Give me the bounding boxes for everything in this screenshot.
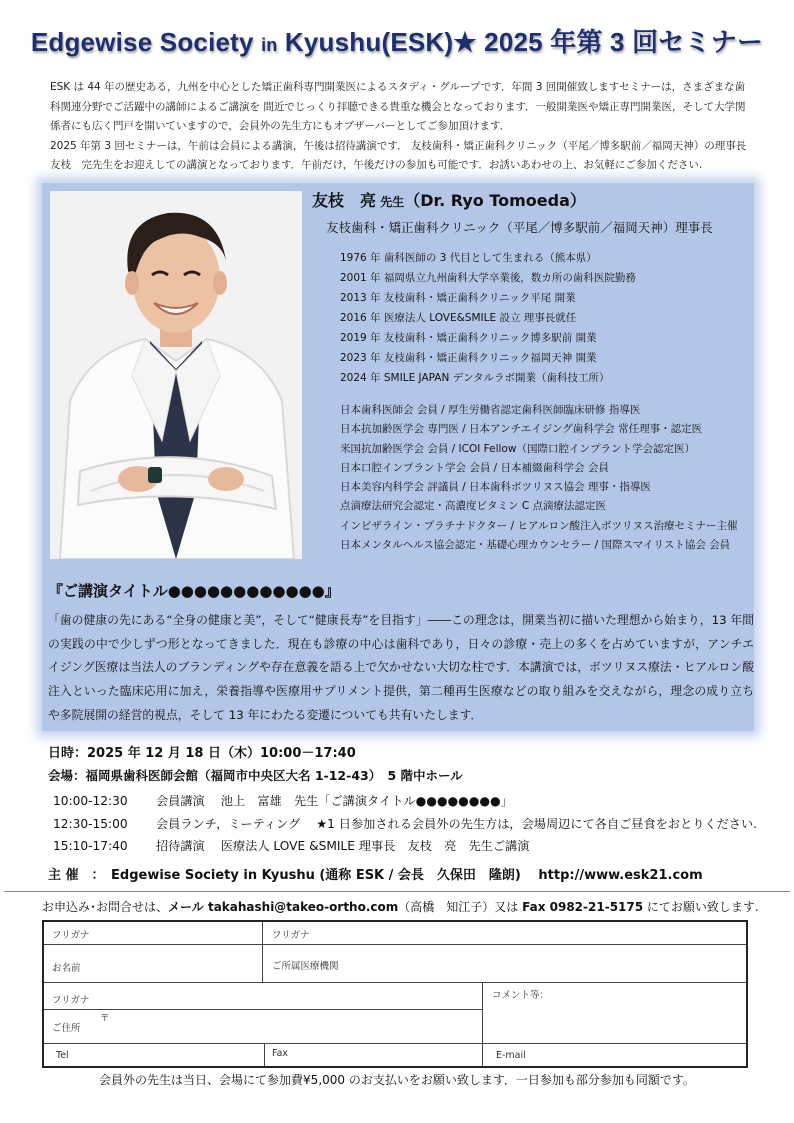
title-part-1: Edgewise Society <box>30 27 262 57</box>
contact-suffix: にてお願い致します. <box>646 900 759 914</box>
career-list <box>340 248 636 388</box>
speaker-clinic: 友枝歯科・矯正歯科クリニック（平尾／博多駅前／福岡天神）理事長 <box>326 220 713 235</box>
speaker-photo <box>50 191 302 559</box>
career-item: 2016 年 医療法人 LOVE&SMILE 設立 理事長就任 <box>340 312 577 324</box>
form-line <box>262 922 263 982</box>
lecture-title: 『ご講演タイトル●●●●●●●●●●●●』 <box>48 582 340 600</box>
furigana-field-3[interactable]: フリガナ <box>52 995 90 1006</box>
career-item: 2001 年 福岡県立九州歯科大学卒業後，数カ所の歯科医院勤務 <box>340 272 636 284</box>
speaker-name-en: （Dr. Ryo Tomoeda） <box>404 191 586 210</box>
form-line <box>482 982 483 1066</box>
schedule-text: 招待講演 医療法人 LOVE &SMILE 理事長 友枝 亮 先生ご講演 <box>156 839 530 853</box>
lecture-abstract: 「歯の健康の先にある“全身の健康と美”，そして“健康長寿”を目指す」――この理念は，開業当初に描いた理想から始まり，13 年間の実践の中で少しずつ形となってきました．現在も診療の中心は歯科であり，日々の診療・売上の多くを占めていますが，アンチエイジング医療は当法人のブランディングや存在意義を語る上で欠かせない大切な柱です．本講演では，ボツリヌス療法・ヒアルロン酸注入といった臨床応用に加え，栄養指導や医療用サプリメント提供，第二種再生医療などの取り組みを交えながら，理念の成り立ちや多院展開の経営的視点，そして 13 年にわたる変遷についても共有いたします． <box>48 613 754 722</box>
schedule-text: 会員ランチ，ミーティング ★1 日参加される会員外の先生方は，会場周辺にて各自ご昼食をおとりください. <box>156 816 758 831</box>
organizer-line: 主 催 ： Edgewise Society in Kyushu (通称 ESK / 会長 久保田 隆朗) http://www.esk21.com <box>48 868 703 883</box>
name-field[interactable]: お名前 <box>52 963 81 974</box>
speaker-name <box>312 188 586 211</box>
membership-item: 点滴療法研究会認定・高濃度ビタミン C 点滴療法認定医 <box>340 500 607 513</box>
membership-list <box>340 401 738 555</box>
title-part-3: Kyushu(ESK)★ 2025 年第 3 回セミナー <box>277 27 764 57</box>
speaker-portrait-illustration <box>50 191 302 559</box>
tel-field[interactable]: Tel <box>56 1050 69 1061</box>
fax-field[interactable]: Fax <box>272 1048 289 1059</box>
speaker-name-ja: 友枝 亮 <box>312 191 377 210</box>
contact-person: （高橋 知江子）又は <box>398 900 519 914</box>
career-item: 2019 年 友枝歯科・矯正歯科クリニック博多駅前 開業 <box>340 332 597 344</box>
intro-paragraph-1: ESK は 44 年の歴史ある，九州を中心とした矯正歯科専門開業医によるスタディ・グループです．年間 3 回開催致しますセミナーは，さまざまな歯科関連分野でご活躍中の講師によるご講演を 間近でじっくり拝聴できる貴重な機会となっております．一般開業医や矯正専門開業医，そして大学関係者にも広く門戸を開いていますので，会員外の先生方にもオブザーバーとしてご参加頂けます． <box>50 81 746 132</box>
address-field[interactable]: ご住所 <box>52 1023 81 1034</box>
contact-line <box>42 898 759 915</box>
career-item: 2023 年 友枝歯科・矯正歯科クリニック福岡天神 開業 <box>340 352 597 364</box>
furigana-field-1[interactable]: フリガナ <box>52 930 90 941</box>
membership-item: 日本口腔インプラント学会 会員 / 日本補綴歯科学会 会員 <box>340 461 609 474</box>
form-line <box>44 1043 746 1044</box>
membership-item: 米国抗加齢医学会 会員 / ICOI Fellow（国際口腔インプラント学会認定医） <box>340 442 695 455</box>
contact-fax: Fax 0982-21-5175 <box>522 900 644 914</box>
intro-paragraph-2: 2025 年第 3 回セミナーは，午前は会員による講演，午後は招待講演です． 友枝歯科・矯正歯科クリニック（平尾／博多駅前／福岡天神）の理事長 友枝 完先生をお迎えしての講演となっております．午前だけ，午後だけの参加も可能です．お誘いあわせの上、お気軽にご参加ください. <box>50 139 757 171</box>
furigana-field-2[interactable]: フリガナ <box>272 930 310 941</box>
membership-item: 日本メンタルヘルス協会認定・基礎心理カウンセラー / 国際スマイリスト協会 会員 <box>340 539 731 552</box>
membership-item: 日本歯科医師会 会員 / 厚生労働省認定歯科医師臨床研修 指導医 <box>340 404 641 416</box>
event-datetime: 日時：2025 年 12 月 18 日（木）10:00－17:40 <box>48 746 356 761</box>
intro-text <box>50 78 755 176</box>
schedule-time: 12:30-15:00 <box>53 816 128 831</box>
form-line <box>44 944 746 945</box>
career-item: 1976 年 歯科医師の 3 代目として生まれる（熊本県） <box>340 252 597 264</box>
form-line <box>44 1009 482 1010</box>
fee-note: 会員外の先生は当日、会場にて参加費¥5,000 のお支払いをお願い致します．一日参加も部分参加も同額です。 <box>99 1073 695 1087</box>
form-line <box>44 982 746 983</box>
divider <box>4 891 790 892</box>
comment-field[interactable]: コメント等： <box>492 990 550 1001</box>
schedule-time: 15:10-17:40 <box>53 839 128 853</box>
schedule <box>53 790 757 858</box>
title-part-2: in <box>261 35 278 55</box>
contact-prefix: お申込み･お問合せは、 <box>42 900 169 914</box>
affiliation-field[interactable]: ご所属医療機関 <box>272 961 339 972</box>
membership-item: 日本抗加齢医学会 専門医 / 日本アンチエイジング歯科学会 常任理事・認定医 <box>340 423 703 436</box>
career-item: 2024 年 SMILE JAPAN デンタルラボ開業（歯科技工所） <box>340 372 610 384</box>
schedule-text: 会員講演 池上 富雄 先生「ご講演タイトル●●●●●●●●」 <box>156 794 513 808</box>
membership-item: インビザライン・プラチナドクター / ヒアルロン酸注入ボツリヌス治療セミナー主催 <box>340 519 738 532</box>
application-form <box>42 920 748 1068</box>
page-title <box>0 22 794 59</box>
event-venue: 会場：福岡県歯科医師会館（福岡市中央区大名 1-12-43） 5 階中ホール <box>48 768 463 783</box>
speaker-honorific: 先生 <box>380 195 405 209</box>
email-field[interactable]: E-mail <box>496 1050 526 1061</box>
membership-item: 日本美容内科学会 評議員 / 日本歯科ボツリヌス協会 理事・指導医 <box>340 481 651 494</box>
career-item: 2013 年 友枝歯科・矯正歯科クリニック平尾 開業 <box>340 292 576 304</box>
schedule-time: 10:00-12:30 <box>53 794 128 808</box>
schedule-row <box>53 790 757 813</box>
schedule-row <box>53 813 757 836</box>
form-line <box>264 1043 265 1066</box>
contact-email[interactable]: メール takahashi@takeo-ortho.com <box>168 900 399 914</box>
schedule-row <box>53 835 757 858</box>
postal-mark: 〒 <box>100 1013 110 1024</box>
